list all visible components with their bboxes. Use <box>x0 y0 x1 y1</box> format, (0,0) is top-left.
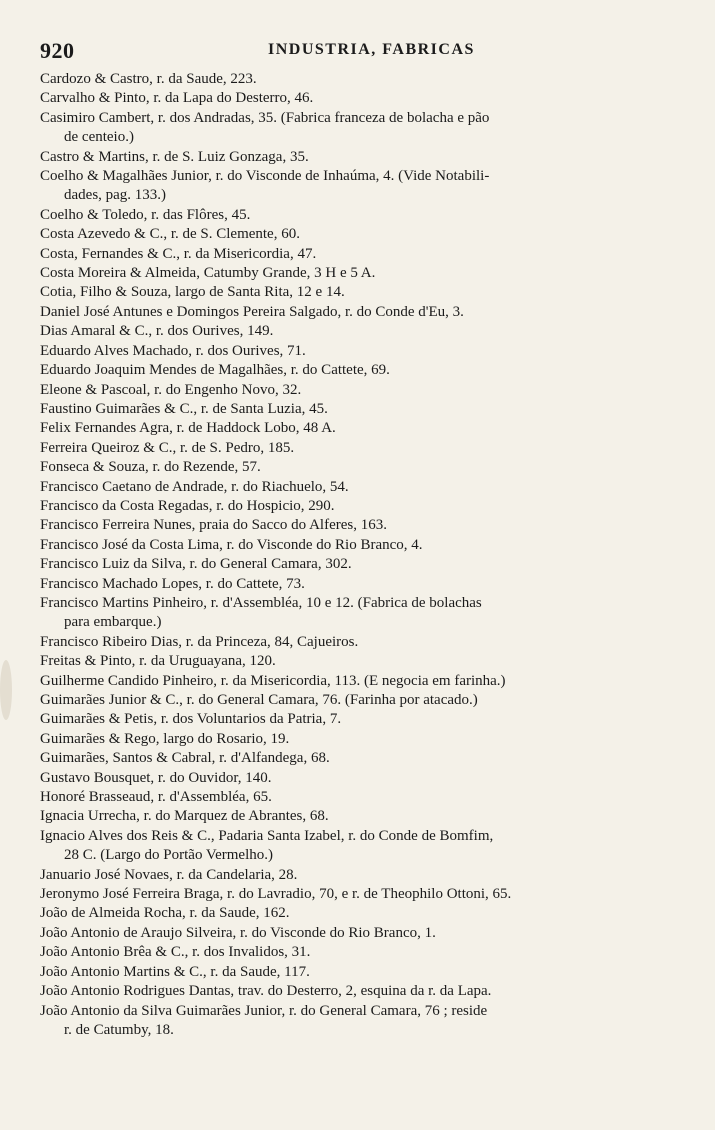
directory-entry <box>40 516 695 535</box>
entry-line: Ignacio Alves dos Reis & C., Padaria Santa Izabel, r. do Conde de Bomfim, <box>40 827 494 844</box>
entry-line: Gustavo Bousquet, r. do Ouvidor, 140. <box>40 769 272 786</box>
entry-continuation-line: 28 C. (Largo do Portão Vermelho.) <box>64 847 273 864</box>
entry-line: Guimarães & Rego, largo do Rosario, 19. <box>40 730 290 747</box>
directory-entry <box>40 264 695 283</box>
entry-line: Carvalho & Pinto, r. da Lapa do Desterro, 46. <box>40 90 314 107</box>
directory-entry <box>40 419 695 438</box>
directory-entry <box>40 1002 695 1041</box>
directory-entry <box>40 109 695 148</box>
directory-entry <box>40 769 695 788</box>
page-number: 920 <box>40 38 75 63</box>
directory-entry <box>40 342 695 361</box>
entry-line: Coelho & Magalhães Junior, r. do Visconde de Inhaúma, 4. (Vide Notabili- <box>40 168 490 185</box>
entry-line: Fonseca & Souza, r. do Rezende, 57. <box>40 459 261 476</box>
entry-line: Francisco Ribeiro Dias, r. da Princeza, 84, Cajueiros. <box>40 633 359 650</box>
directory-entry <box>40 710 695 729</box>
directory-entry <box>40 458 695 477</box>
directory-entry <box>40 148 695 167</box>
entry-line: Francisco Caetano de Andrade, r. do Riachuelo, 54. <box>40 478 349 495</box>
directory-entry <box>40 381 695 400</box>
entry-continuation-line: para embarque.) <box>64 614 162 631</box>
entry-line: Francisco Ferreira Nunes, praia do Sacco do Alferes, 163. <box>40 517 387 534</box>
entry-continuation-line: dades, pag. 133.) <box>64 187 167 204</box>
directory-entry <box>40 594 695 633</box>
entry-line: Faustino Guimarães & C., r. de Santa Luzia, 45. <box>40 400 328 417</box>
directory-entry <box>40 225 695 244</box>
directory-entry <box>40 89 695 108</box>
entry-line: Felix Fernandes Agra, r. de Haddock Lobo, 48 A. <box>40 420 336 437</box>
entry-line: Francisco Machado Lopes, r. do Cattete, 73. <box>40 575 305 592</box>
entry-line: Costa Moreira & Almeida, Catumby Grande, 3 H e 5 A. <box>40 265 376 282</box>
directory-entry <box>40 283 695 302</box>
directory-entry <box>40 400 695 419</box>
directory-entry <box>40 497 695 516</box>
directory-entry <box>40 633 695 652</box>
directory-entry <box>40 885 695 904</box>
directory-entry <box>40 982 695 1001</box>
entry-continuation-line: de centeio.) <box>64 129 134 146</box>
directory-entry <box>40 827 695 866</box>
directory-entry <box>40 322 695 341</box>
directory-entry <box>40 807 695 826</box>
directory-entry <box>40 749 695 768</box>
directory-entry <box>40 70 695 89</box>
page-header <box>40 38 690 62</box>
entry-line: Casimiro Cambert, r. dos Andradas, 35. (Fabrica franceza de bolacha e pão <box>40 109 490 126</box>
directory-entry <box>40 866 695 885</box>
entry-line: Cardozo & Castro, r. da Saude, 223. <box>40 71 257 87</box>
entry-line: Ignacia Urrecha, r. do Marquez de Abrantes, 68. <box>40 808 329 825</box>
entry-line: João Antonio de Araujo Silveira, r. do Visconde do Rio Branco, 1. <box>40 924 436 941</box>
directory-entry <box>40 652 695 671</box>
directory-entry <box>40 672 695 691</box>
entry-line: Daniel José Antunes e Domingos Pereira Salgado, r. do Conde d'Eu, 3. <box>40 303 464 320</box>
directory-entry <box>40 904 695 923</box>
directory-entry <box>40 303 695 322</box>
entry-line: João Antonio Martins & C., r. da Saude, 117. <box>40 963 310 980</box>
running-title: INDUSTRIA, FABRICAS <box>268 41 475 58</box>
directory-list <box>40 70 695 1040</box>
directory-entry <box>40 478 695 497</box>
directory-entry <box>40 963 695 982</box>
entry-line: João Antonio Rodrigues Dantas, trav. do Desterro, 2, esquina da r. da Lapa. <box>40 983 492 1000</box>
entry-line: Costa, Fernandes & C., r. da Misericordia, 47. <box>40 245 317 262</box>
entry-line: Eduardo Alves Machado, r. dos Ourives, 71. <box>40 342 306 359</box>
entry-line: Eduardo Joaquim Mendes de Magalhães, r. do Cattete, 69. <box>40 362 390 379</box>
directory-entry <box>40 439 695 458</box>
directory-entry <box>40 555 695 574</box>
entry-line: Francisco José da Costa Lima, r. do Visconde do Rio Branco, 4. <box>40 536 423 553</box>
entry-line: João Antonio Brêa & C., r. dos Invalidos, 31. <box>40 944 311 961</box>
entry-line: Freitas & Pinto, r. da Uruguayana, 120. <box>40 653 276 670</box>
entry-line: Eleone & Pascoal, r. do Engenho Novo, 32. <box>40 381 302 398</box>
entry-line: Costa Azevedo & C., r. de S. Clemente, 60. <box>40 226 300 243</box>
entry-line: João de Almeida Rocha, r. da Saude, 162. <box>40 905 290 922</box>
entry-line: Jeronymo José Ferreira Braga, r. do Lavradio, 70, e r. de Theophilo Ottoni, 65. <box>40 886 512 903</box>
directory-entry <box>40 167 695 206</box>
entry-line: Castro & Martins, r. de S. Luiz Gonzaga, 35. <box>40 148 309 165</box>
entry-line: Guilherme Candido Pinheiro, r. da Misericordia, 113. (E negocia em farinha.) <box>40 672 506 689</box>
entry-line: Francisco Martins Pinheiro, r. d'Assembléa, 10 e 12. (Fabrica de bolachas <box>40 594 482 611</box>
directory-entry <box>40 788 695 807</box>
entry-line: Guimarães & Petis, r. dos Voluntarios da Patria, 7. <box>40 711 342 728</box>
entry-line: Honoré Brasseaud, r. d'Assembléa, 65. <box>40 789 272 806</box>
entry-line: Cotia, Filho & Souza, largo de Santa Rita, 12 e 14. <box>40 284 345 301</box>
entry-line: João Antonio da Silva Guimarães Junior, r. do General Camara, 76 ; reside <box>40 1002 488 1019</box>
directory-entry <box>40 245 695 264</box>
entry-line: Francisco da Costa Regadas, r. do Hospicio, 290. <box>40 497 335 514</box>
entry-line: Ferreira Queiroz & C., r. de S. Pedro, 185. <box>40 439 295 456</box>
page-edge-stain <box>0 660 12 720</box>
directory-entry <box>40 943 695 962</box>
entry-line: Guimarães, Santos & Cabral, r. d'Alfandega, 68. <box>40 750 330 767</box>
directory-entry <box>40 575 695 594</box>
entry-line: Guimarães Junior & C., r. do General Camara, 76. (Farinha por atacado.) <box>40 692 478 708</box>
directory-entry <box>40 691 695 710</box>
entry-line: Januario José Novaes, r. da Candelaria, 28. <box>40 866 298 883</box>
directory-entry <box>40 730 695 749</box>
directory-entry <box>40 536 695 555</box>
entry-line: Coelho & Toledo, r. das Flôres, 45. <box>40 206 251 223</box>
directory-entry <box>40 924 695 943</box>
entry-line: Francisco Luiz da Silva, r. do General Camara, 302. <box>40 556 352 573</box>
entry-line: Dias Amaral & C., r. dos Ourives, 149. <box>40 323 274 340</box>
directory-entry <box>40 206 695 225</box>
directory-entry <box>40 361 695 380</box>
entry-continuation-line: r. de Catumby, 18. <box>64 1021 174 1038</box>
